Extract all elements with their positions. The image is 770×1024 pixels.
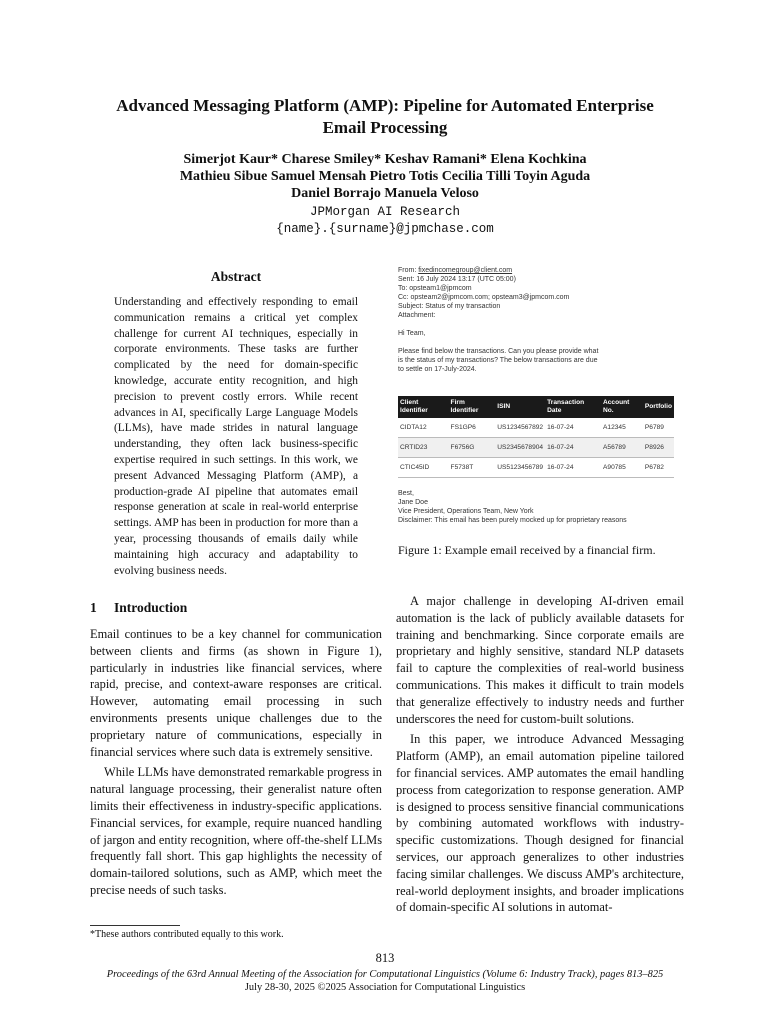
table-cell: F6756G	[449, 438, 496, 458]
email-disclaimer: Disclaimer: This email has been purely mocked up for proprietary reasons	[398, 517, 627, 524]
table-cell: A90785	[601, 458, 643, 478]
table-cell: A12345	[601, 418, 643, 438]
table-cell: A56789	[601, 438, 643, 458]
figure-1-email	[398, 266, 680, 528]
contact-email: {name}.{surname}@jpmchase.com	[276, 222, 494, 236]
email-from-address[interactable]: fixedincomegroup@client.com	[418, 267, 513, 274]
proceedings-line-1: Proceedings of the 63rd Annual Meeting of the Association for Computational Linguistics (Volume 6: Industry Track), pages 813–825	[106, 969, 664, 980]
email-body-line-2: is the status of my transactions? The below transactions are due	[398, 357, 598, 364]
table-cell: 16-07-24	[545, 418, 601, 438]
email-from: From: fixedincomegroup@client.com	[398, 267, 513, 274]
paper-title	[70, 95, 700, 139]
col-account-no: Account No.	[601, 396, 643, 418]
email-attachment: Attachment:	[398, 312, 436, 319]
col-transaction-date: Transaction Date	[545, 396, 601, 418]
table-cell: CTIC45ID	[398, 458, 449, 478]
table-row	[398, 438, 674, 458]
email-greeting: Hi Team,	[398, 330, 426, 337]
title-line-2: Email Processing	[322, 118, 448, 137]
intro-left-column	[90, 626, 382, 899]
email-body-line-1: Please find below the transactions. Can you please provide what	[398, 348, 599, 355]
section-title: Introduction	[114, 600, 188, 615]
table-cell: F5738T	[449, 458, 496, 478]
footnote-divider	[90, 925, 180, 926]
email-sender-title: Vice President, Operations Team, New York	[398, 508, 534, 515]
transactions-table	[398, 396, 674, 478]
table-cell: US2345678904	[495, 438, 545, 458]
email-sender-name: Jane Doe	[398, 499, 428, 506]
table-row	[398, 418, 674, 438]
table-cell: US1234567892	[495, 418, 545, 438]
email-cc: Cc: opsteam2@jpmcom.com; opsteam3@jpmcom.com	[398, 294, 570, 301]
email-signoff: Best,	[398, 490, 414, 497]
email-to: To: opsteam1@jpmcom	[398, 285, 472, 292]
table-cell: P6789	[643, 418, 674, 438]
col-client-identifier: Client Identifier	[398, 396, 449, 418]
table-cell: CIDTA12	[398, 418, 449, 438]
proceedings-line-2: July 28-30, 2025 ©2025 Association for Computational Linguistics	[244, 982, 526, 993]
intro-right-column	[396, 593, 684, 916]
intro-paragraph-2: While LLMs have demonstrated remarkable progress in natural language processing, their generalist nature often limits their effectiveness in industry-specific applications. Financial services, for example, require nuanced handling of jargon and entity recognition, where off-the-shelf LLMs frequently fall short. This gap highlights the necessity of domain-tailored solutions, such as AMP, which meet the precise needs of such tasks.	[90, 765, 383, 897]
intro-paragraph-1: Email continues to be a key channel for communication between clients and firms (as shown in Figure 1), particularly in industries like financial services, where rapid, precise, and context-aware responses are critical. However, automating email processing in such environments presents unique challenges due to the proprietary nature of communications, especially in financial services where such data is extremely sensitive.	[90, 627, 382, 759]
intro-paragraph-3: A major challenge in developing AI-driven email automation is the lack of publicly available datasets for training and benchmarking. Since corporate emails are proprietary and highly sensitive, standard NLP datasets fail to capture the complexities of real-world business communications. This makes it difficult to train models that generalize effectively to industry needs and further underscores the need for custom-built solutions.	[396, 594, 684, 726]
table-cell: CRTID23	[398, 438, 449, 458]
email-subject: Subject: Status of my transaction	[398, 303, 501, 310]
footnote: *These authors contributed equally to this work.	[90, 929, 284, 940]
table-cell: 16-07-24	[545, 438, 601, 458]
figure-1-caption: Figure 1: Example email received by a financial firm.	[398, 543, 656, 557]
table-cell: US5123456789	[495, 458, 545, 478]
email-sent: Sent: 16 July 2024 13:17 (UTC 05:00)	[398, 276, 516, 283]
authors-line-3: Daniel Borrajo Manuela Veloso	[291, 186, 479, 201]
col-portfolio: Portfolio	[643, 396, 674, 418]
authors-line-2: Mathieu Sibue Samuel Mensah Pietro Totis Cecilia Tilli Toyin Aguda	[179, 169, 591, 184]
authors-line-1: Simerjot Kaur* Charese Smiley* Keshav Ramani* Elena Kochkina	[183, 152, 587, 167]
page-number: 813	[375, 951, 395, 965]
table-cell: P8926	[643, 438, 674, 458]
table-row	[398, 458, 674, 478]
table-cell: 16-07-24	[545, 458, 601, 478]
abstract-text: Understanding and effectively responding to email communication remains a critical yet complex challenge for current AI techniques, especially in corporate environments. These tasks are further complicated by the need for domain-specific knowledge, accurate entity recognition, and high precision to prevent costly errors. While recent advances in AI, specifically Large Language Models (LLMs), have made strides in natural language understanding, they often lack business-specific expertise required in such settings. In this work, we present Advanced Messaging Platform (AMP), a production-grade AI pipeline that automates email response generation at scale in real-world enterprise settings. AMP has been in production for more than a year, processing thousands of emails daily while maintaining high accuracy and adaptability to evolving business needs.	[114, 296, 358, 577]
email-body-line-3: to settle on 17-July-2024.	[398, 366, 477, 373]
col-isin: ISIN	[495, 396, 545, 418]
affiliation: JPMorgan AI Research	[309, 205, 461, 219]
table-cell: FS1GP6	[449, 418, 496, 438]
table-cell: P6782	[643, 458, 674, 478]
title-line-1: Advanced Messaging Platform (AMP): Pipeline for Automated Enterprise	[116, 96, 654, 115]
intro-paragraph-4: In this paper, we introduce Advanced Messaging Platform (AMP), an email automation pipeline tailored for financial services. AMP automates the email handling process from categorization to response generation. AMP is designed to process sensitive financial communications by combining automated workflows with industry-specific customizations. Though designed for financial services, our approach generalizes to other industries facing similar challenges. We discuss AMP's architecture, real-world deployment insights, and broader implications of domain-specific AI solutions in automat-	[396, 732, 684, 915]
section-number: 1	[90, 600, 97, 615]
proceedings-footer	[0, 968, 770, 994]
section-heading-introduction	[90, 600, 187, 616]
abstract-heading: Abstract	[210, 269, 262, 284]
col-firm-identifier: Firm Identifier	[449, 396, 496, 418]
